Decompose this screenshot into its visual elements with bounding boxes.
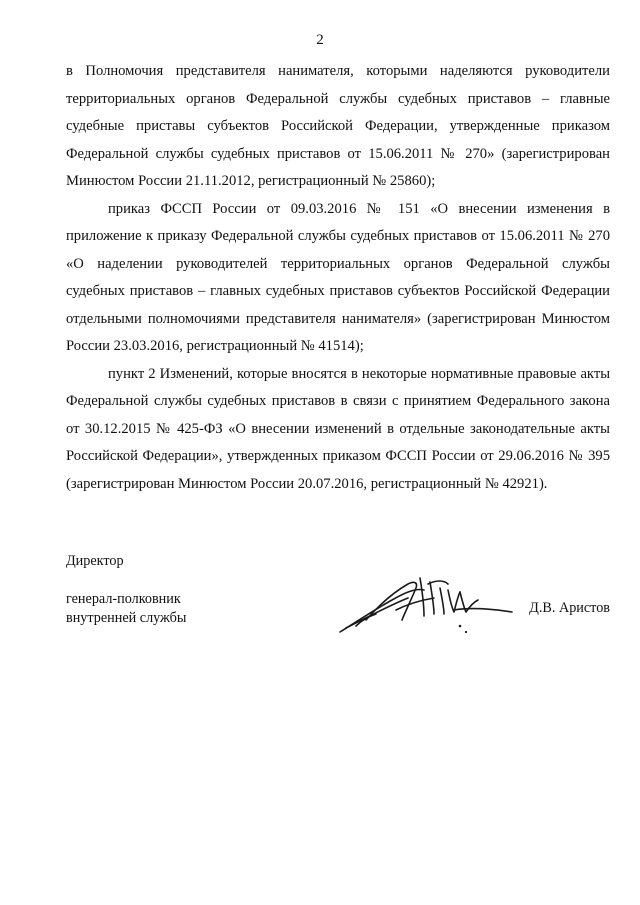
- paragraph-3: пункт 2 Изменений, которые вносятся в некоторые нормативные правовые акты Федеральной службы судебных приставов в связи с принятием Федерального закона от 30.12.2015 № 425-ФЗ «О внесении изменений в отдельные законодательные акты Российской Федерации», утвержденных приказом ФССП России от 29.06.2016 № 395 (зарегистрирован Минюстом России 20.07.2016, регистрационный № 42921).: [66, 365, 610, 492]
- paragraph-2: приказ ФССП России от 09.03.2016 № 151 «О внесении изменения в приложение к приказу Федеральной службы судебных приставов от 15.06.2011 № 270 «О наделении руководителей территориальных органов Федеральной службы судебных приставов – главных судебных приставов субъектов Российской Федерации отдельными полномочиями представителя нанимателя» (зарегистрирован Минюстом России 23.03.2016, регистрационный № 41514);: [66, 200, 610, 354]
- handwritten-signature-icon: [336, 570, 516, 640]
- document-body: [66, 58, 610, 498]
- page-number: 2: [316, 32, 324, 48]
- paragraph-1: в Полномочия представителя нанимателя, которыми наделяются руководители территориальных органов Федеральной службы судебных приставов – главные судебные приставы субъектов Российской Федерации, утвержденные приказом Федеральной службы судебных приставов от 15.06.2011 № 270» (зарегистрирован Минюстом России 21.11.2012, регистрационный № 25860);: [66, 63, 610, 189]
- signature-block: [66, 552, 610, 662]
- signatory-name: Д.В. Аристов: [529, 600, 610, 616]
- signatory-title: Директор: [66, 553, 124, 569]
- signatory-rank: генерал-полковник внутренней службы: [66, 591, 187, 626]
